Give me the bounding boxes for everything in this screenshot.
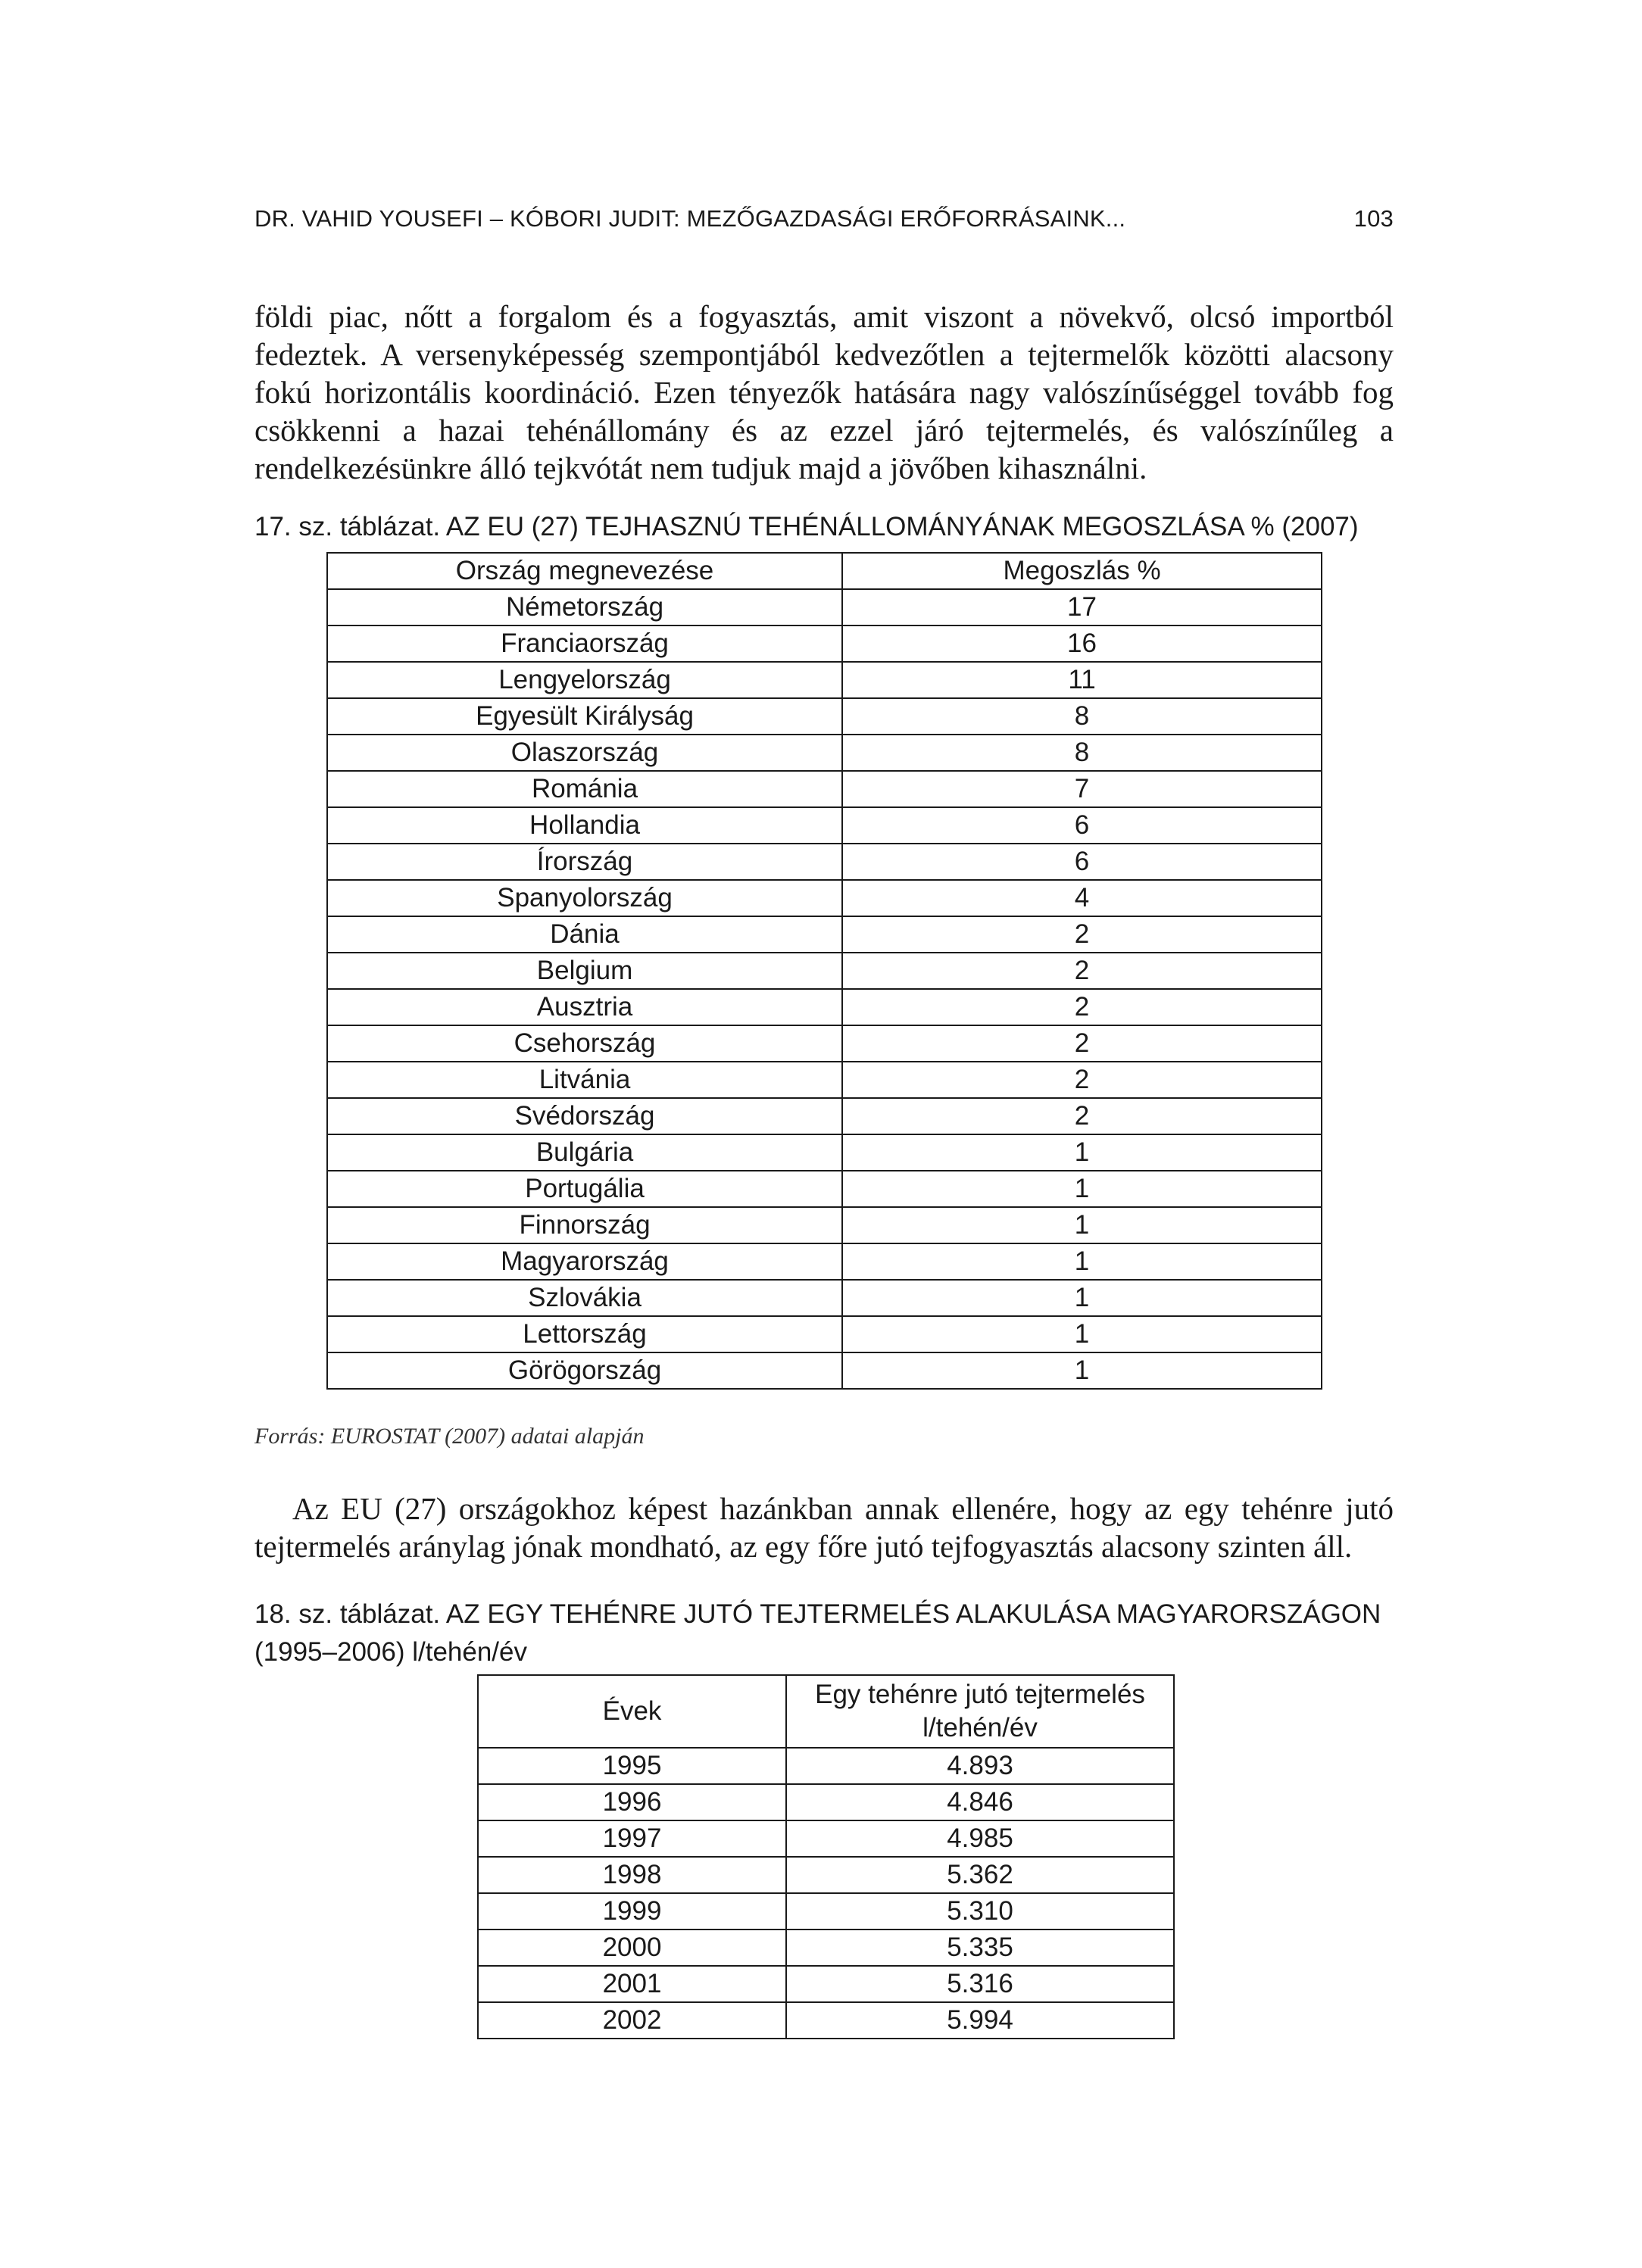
share-cell: 1 [842, 1134, 1322, 1171]
share-cell: 2 [842, 1062, 1322, 1098]
share-cell: 1 [842, 1243, 1322, 1280]
table-row [327, 807, 1322, 844]
year-cell: 1997 [478, 1820, 786, 1857]
table-row [327, 698, 1322, 735]
year-cell: 2000 [478, 1930, 786, 1966]
table-row [327, 1243, 1322, 1280]
table-row [327, 880, 1322, 916]
page-number: 103 [1353, 205, 1394, 232]
table-row [327, 625, 1322, 662]
share-cell: 4 [842, 880, 1322, 916]
share-cell: 2 [842, 1025, 1322, 1062]
production-cell: 5.362 [786, 1857, 1174, 1893]
table-row [327, 916, 1322, 953]
year-cell: 1996 [478, 1784, 786, 1820]
country-cell: Svédország [327, 1098, 842, 1134]
country-cell: Románia [327, 771, 842, 807]
share-cell: 6 [842, 807, 1322, 844]
country-cell: Ausztria [327, 989, 842, 1025]
country-cell: Finnország [327, 1207, 842, 1243]
country-cell: Magyarország [327, 1243, 842, 1280]
share-cell: 7 [842, 771, 1322, 807]
country-cell: Dánia [327, 916, 842, 953]
table-row [327, 1280, 1322, 1316]
country-cell: Hollandia [327, 807, 842, 844]
table-header-row [327, 553, 1322, 589]
share-cell: 1 [842, 1207, 1322, 1243]
share-cell: 2 [842, 989, 1322, 1025]
country-cell: Németország [327, 589, 842, 625]
country-cell: Spanyolország [327, 880, 842, 916]
production-cell: 4.846 [786, 1784, 1174, 1820]
year-cell: 1999 [478, 1893, 786, 1930]
table-row [327, 735, 1322, 771]
country-cell: Belgium [327, 953, 842, 989]
table-row [478, 1966, 1174, 2002]
share-cell: 8 [842, 698, 1322, 735]
year-cell: 1995 [478, 1748, 786, 1784]
table-row [478, 1820, 1174, 1857]
table-row [327, 1207, 1322, 1243]
share-cell: 1 [842, 1352, 1322, 1389]
table-row [478, 1857, 1174, 1893]
country-cell: Lengyelország [327, 662, 842, 698]
share-cell: 17 [842, 589, 1322, 625]
share-cell: 8 [842, 735, 1322, 771]
share-cell: 11 [842, 662, 1322, 698]
country-cell: Litvánia [327, 1062, 842, 1098]
table-row [327, 1316, 1322, 1352]
share-cell: 2 [842, 916, 1322, 953]
table-row [478, 1784, 1174, 1820]
table-row [327, 771, 1322, 807]
country-cell: Franciaország [327, 625, 842, 662]
table-row [327, 1025, 1322, 1062]
table-row [327, 1134, 1322, 1171]
share-cell: 2 [842, 1098, 1322, 1134]
table-17 [326, 552, 1322, 1390]
table-row [327, 1098, 1322, 1134]
column-header-production-line-1: Egy tehénre jutó tejtermelés [815, 1680, 1145, 1709]
country-cell: Szlovákia [327, 1280, 842, 1316]
country-cell: Bulgária [327, 1134, 842, 1171]
column-header-years: Évek [478, 1675, 786, 1748]
table-17-body [327, 589, 1322, 1389]
table-row [327, 1352, 1322, 1389]
production-cell: 5.994 [786, 2002, 1174, 2039]
table-row [478, 1930, 1174, 1966]
production-cell: 4.893 [786, 1748, 1174, 1784]
country-cell: Írország [327, 844, 842, 880]
table-row [327, 1062, 1322, 1098]
table-row [327, 589, 1322, 625]
table-row [478, 2002, 1174, 2039]
table-18-caption: 18. sz. táblázat. AZ EGY TEHÉNRE JUTÓ TEJTERMELÉS ALAKULÁSA MAGYARORSZÁGON (1995–2006) l/tehén/év [254, 1599, 1381, 1667]
column-header-production-line-2: l/tehén/év [922, 1713, 1038, 1742]
table-row [327, 844, 1322, 880]
table-18-body [478, 1748, 1174, 2039]
body-paragraph-2: Az EU (27) országokhoz képest hazánkban annak ellenére, hogy az egy tehénre jutó tejtermelés aránylag jónak mondható, az egy főre jutó tejfogyasztás alacsony szinten áll. [254, 1491, 1394, 1564]
share-cell: 16 [842, 625, 1322, 662]
table-row [478, 1893, 1174, 1930]
year-cell: 2002 [478, 2002, 786, 2039]
table-header-row [478, 1675, 1174, 1748]
share-cell: 1 [842, 1171, 1322, 1207]
production-cell: 5.316 [786, 1966, 1174, 2002]
country-cell: Olaszország [327, 735, 842, 771]
production-cell: 4.985 [786, 1820, 1174, 1857]
share-cell: 6 [842, 844, 1322, 880]
body-paragraph-1: földi piac, nőtt a forgalom és a fogyasztás, amit viszont a növekvő, olcsó importból fedeztek. A versenyképesség szempontjából kedvezőtlen a tejtermelők közötti alacsony fokú horizontális koordináció. Ezen tényezők hatására nagy valószínűséggel tovább fog csökkenni a hazai tehénállomány és az ezzel járó tejtermelés, és valószínűleg a rendelkezésünkre álló tejkvótát nem tudjuk majd a jövőben kihasználni. [254, 299, 1394, 485]
country-cell: Egyesült Királyság [327, 698, 842, 735]
table-18 [477, 1674, 1175, 2039]
production-cell: 5.310 [786, 1893, 1174, 1930]
table-row [327, 662, 1322, 698]
table-17-caption: 17. sz. táblázat. AZ EU (27) TEJHASZNÚ TEHÉNÁLLOMÁNYÁNAK MEGOSZLÁSA % (2007) [254, 512, 1359, 541]
production-cell: 5.335 [786, 1930, 1174, 1966]
country-cell: Csehország [327, 1025, 842, 1062]
table-row [327, 1171, 1322, 1207]
table-17-source: Forrás: EUROSTAT (2007) adatai alapján [254, 1424, 645, 1449]
table-row [478, 1748, 1174, 1784]
country-cell: Görögország [327, 1352, 842, 1389]
column-header-production [786, 1675, 1174, 1748]
year-cell: 2001 [478, 1966, 786, 2002]
running-title: DR. VAHID YOUSEFI – KÓBORI JUDIT: MEZŐGAZDASÁGI ERŐFORRÁSAINK... [254, 205, 1126, 232]
column-header-share: Megoszlás % [842, 553, 1322, 589]
country-cell: Lettország [327, 1316, 842, 1352]
share-cell: 1 [842, 1316, 1322, 1352]
country-cell: Portugália [327, 1171, 842, 1207]
table-row [327, 989, 1322, 1025]
share-cell: 2 [842, 953, 1322, 989]
table-row [327, 953, 1322, 989]
year-cell: 1998 [478, 1857, 786, 1893]
column-header-country: Ország megnevezése [327, 553, 842, 589]
share-cell: 1 [842, 1280, 1322, 1316]
